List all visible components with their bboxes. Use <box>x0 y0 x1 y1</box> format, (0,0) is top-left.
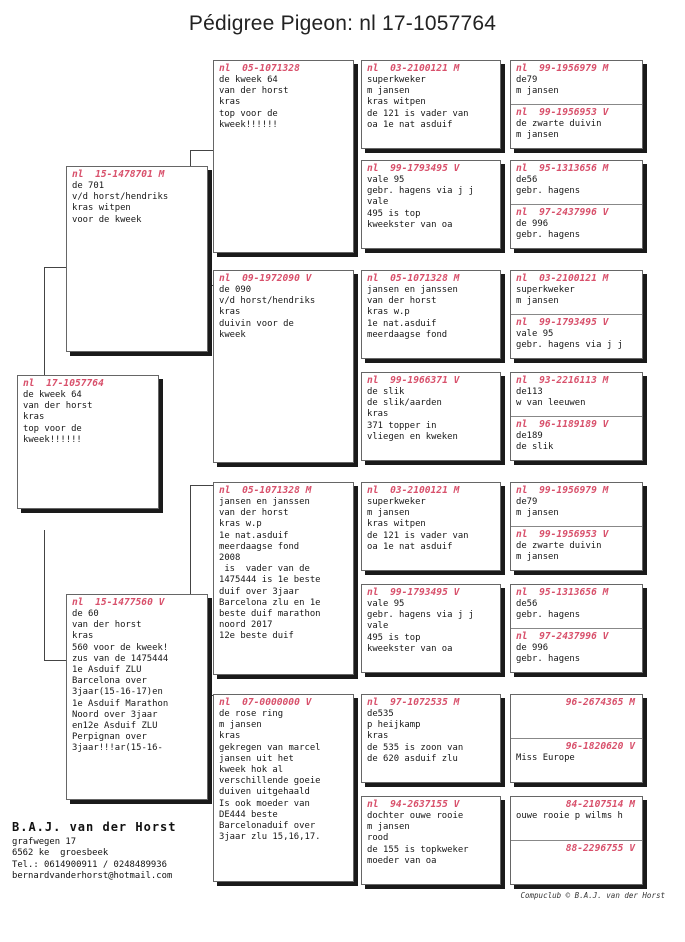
pigeon-card-g4-5: nl 99-1956979 M de79 m jansen nl 99-1956953 V de zwarte duivin m jansen <box>510 482 643 571</box>
breeder-email: bernardvanderhorst@hotmail.com <box>12 871 173 882</box>
pigeon-card-fm: nl 09-1972090 V de 090 v/d horst/hendriks kras duivin voor de kweek <box>213 270 354 463</box>
breeder-name: B.A.J. van der Horst <box>12 820 177 834</box>
pigeon-card-g3-4: nl 99-1966371 V de slik de slik/aarden kras 371 topper in vliegen en kweken <box>361 372 501 461</box>
ring-number: nl 17-1057764 <box>23 378 104 389</box>
breeder-address: grafwegen 17 <box>12 837 77 847</box>
breeder-phone: Tel.: 0614900911 / 0248489936 <box>12 859 167 870</box>
pigeon-card-g3-6: nl 99-1793495 V vale 95 gebr. hagens via j j vale 495 is top kweekster van oa <box>361 584 501 673</box>
breeder-city: 6562 ke groesbeek <box>12 848 109 859</box>
connector <box>190 150 213 151</box>
pigeon-card-g4-8: 84-2107514 M ouwe rooie p wilms h 88-2296755 V <box>510 796 643 885</box>
page-title: Pédigree Pigeon: nl 17-1057764 <box>188 12 497 35</box>
pigeon-card-g4-7: 96-2674365 M 96-1820620 V Miss Europe <box>510 694 643 783</box>
connector <box>44 267 66 268</box>
pigeon-card-g4-2: nl 95-1313656 M de56 gebr. hagens nl 97-2437996 V de 996 gebr. hagens <box>510 160 643 249</box>
pigeon-card-father: nl 15-1478701 M de 701 v/d horst/hendriks kras witpen voor de kweek <box>66 166 208 352</box>
pigeon-card-g4-4: nl 93-2216113 M de113 w van leeuwen nl 96-1189189 V de189 de slik <box>510 372 643 461</box>
pigeon-card-subject: nl 17-1057764 de kweek 64 van der horst kras top voor de kweek!!!!!! <box>17 375 159 509</box>
connector <box>190 485 213 486</box>
pigeon-card-ff: nl 05-1071328 de kweek 64 van der horst kras top voor de kweek!!!!!! <box>213 60 354 253</box>
breeder-info <box>12 820 177 883</box>
pigeon-card-g3-8: nl 94-2637155 V dochter ouwe rooie m jansen rood de 155 is topkweker moeder van oa <box>361 796 501 885</box>
pigeon-card-g3-3: nl 05-1071328 M jansen en janssen van der horst kras w.p 1e nat.asduif meerdaagse fond <box>361 270 501 359</box>
pigeon-card-mm: nl 07-0000000 V de rose ring m jansen kras gekregen van marcel jansen uit het kweek hok al verschillende goeie duiven uitgehaald Is ook moeder van DE444 beste Barcelonaduif over 3jaar zlu 15,16,17. <box>213 694 354 882</box>
pigeon-card-mother: nl 15-1477560 V de 60 van der horst kras 560 voor de kweek! zus van de 1475444 1e Asduif ZLU Barcelona over 3jaar(15-16-17)en 1e Asduif Marathon Noord over 3jaar en12e Asduif ZLU Perpignan over 3jaar!!!ar(15-16- <box>66 594 208 800</box>
credit-text: Compuclub © B.A.J. van der Horst <box>520 891 665 900</box>
connector <box>44 660 66 661</box>
pigeon-card-g3-7: nl 97-1072535 M de535 p heijkamp kras de 535 is zoon van de 620 asduif zlu <box>361 694 501 783</box>
pigeon-card-g3-2: nl 99-1793495 V vale 95 gebr. hagens via j j vale 495 is top kweekster van oa <box>361 160 501 249</box>
connector <box>44 530 45 660</box>
connector <box>44 267 45 377</box>
pigeon-card-g3-1: nl 03-2100121 M superkweker m jansen kras witpen de 121 is vader van oa 1e nat asduif <box>361 60 501 149</box>
pigeon-card-g4-1: nl 99-1956979 M de79 m jansen nl 99-1956953 V de zwarte duivin m jansen <box>510 60 643 149</box>
pigeon-card-mf: nl 05-1071328 M jansen en janssen van der horst kras w.p 1e nat.asduif meerdaagse fond 2008 is vader van de 1475444 is 1e beste duif over 3jaar Barcelona zlu en 1e beste duif marathon noord 2017 12e beste duif <box>213 482 354 675</box>
pigeon-card-g4-3: nl 03-2100121 M superkweker m jansen nl 99-1793495 V vale 95 gebr. hagens via j j <box>510 270 643 359</box>
pigeon-card-g4-6: nl 95-1313656 M de56 gebr. hagens nl 97-2437996 V de 996 gebr. hagens <box>510 584 643 673</box>
pigeon-card-g3-5: nl 03-2100121 M superkweker m jansen kras witpen de 121 is vader van oa 1e nat asduif <box>361 482 501 571</box>
